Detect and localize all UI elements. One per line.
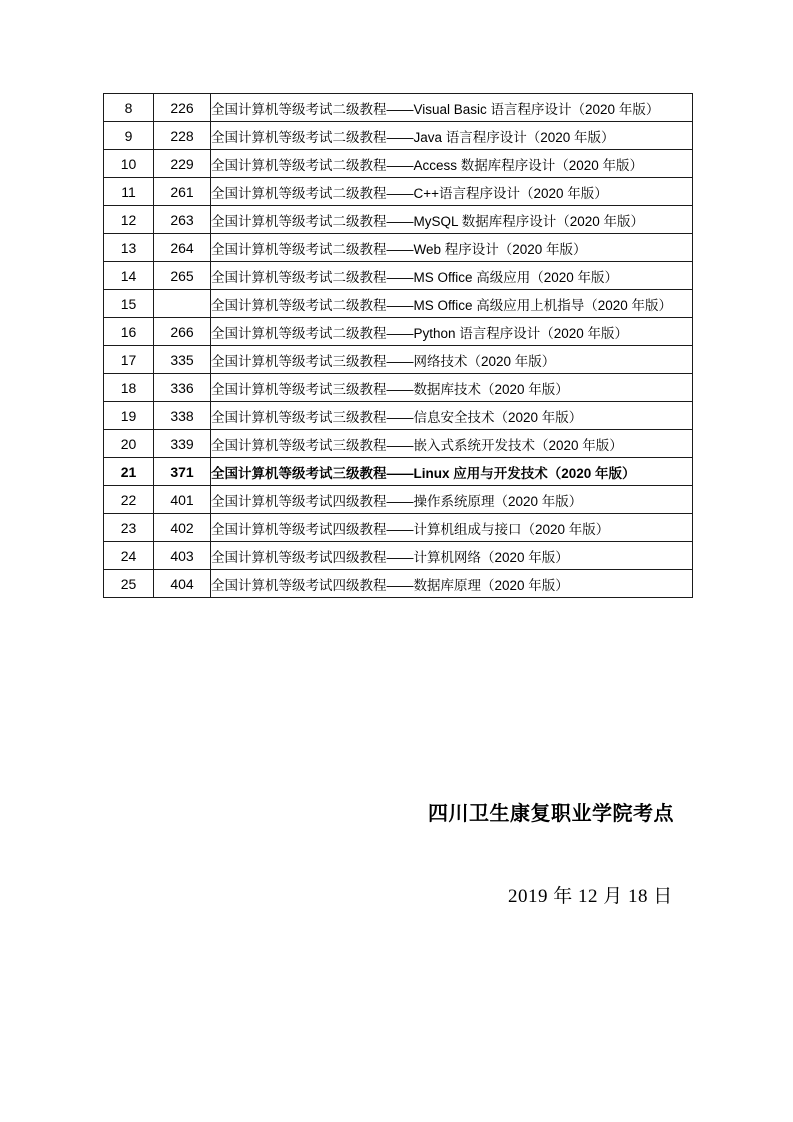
table-row: [104, 458, 693, 486]
row-number: 18: [104, 374, 154, 402]
book-title: 全国计算机等级考试四级教程——计算机网络（2020 年版）: [211, 542, 693, 570]
textbook-table: [103, 93, 693, 598]
book-title: 全国计算机等级考试二级教程——MS Office 高级应用（2020 年版）: [211, 262, 693, 290]
book-title: 全国计算机等级考试三级教程——信息安全技术（2020 年版）: [211, 402, 693, 430]
book-title: 全国计算机等级考试二级教程——Python 语言程序设计（2020 年版）: [211, 318, 693, 346]
book-title: 全国计算机等级考试二级教程——C++语言程序设计（2020 年版）: [211, 178, 693, 206]
table-row: [104, 290, 693, 318]
table-row: [104, 122, 693, 150]
book-code: 264: [154, 234, 211, 262]
row-number: 24: [104, 542, 154, 570]
book-code: 229: [154, 150, 211, 178]
book-title: 全国计算机等级考试二级教程——Web 程序设计（2020 年版）: [211, 234, 693, 262]
row-number: 22: [104, 486, 154, 514]
book-code: 228: [154, 122, 211, 150]
book-code: 403: [154, 542, 211, 570]
book-title: 全国计算机等级考试二级教程——Java 语言程序设计（2020 年版）: [211, 122, 693, 150]
book-title: 全国计算机等级考试二级教程——Visual Basic 语言程序设计（2020 年版）: [211, 94, 693, 122]
book-code: 266: [154, 318, 211, 346]
book-code: 402: [154, 514, 211, 542]
table-row: [104, 402, 693, 430]
table-row: [104, 150, 693, 178]
book-code: 265: [154, 262, 211, 290]
table-row: [104, 542, 693, 570]
book-title: 全国计算机等级考试三级教程——网络技术（2020 年版）: [211, 346, 693, 374]
table-row: [104, 262, 693, 290]
book-title: 全国计算机等级考试二级教程——MS Office 高级应用上机指导（2020 年版）: [211, 290, 693, 318]
row-number: 21: [104, 458, 154, 486]
book-title: 全国计算机等级考试四级教程——数据库原理（2020 年版）: [211, 570, 693, 598]
table-row: [104, 94, 693, 122]
row-number: 16: [104, 318, 154, 346]
book-title: 全国计算机等级考试四级教程——操作系统原理（2020 年版）: [211, 486, 693, 514]
book-code: 339: [154, 430, 211, 458]
row-number: 12: [104, 206, 154, 234]
table-row: [104, 374, 693, 402]
row-number: 10: [104, 150, 154, 178]
row-number: 19: [104, 402, 154, 430]
table-row: [104, 234, 693, 262]
row-number: 20: [104, 430, 154, 458]
row-number: 8: [104, 94, 154, 122]
book-title: 全国计算机等级考试二级教程——Access 数据库程序设计（2020 年版）: [211, 150, 693, 178]
row-number: 14: [104, 262, 154, 290]
exam-site-name: 四川卫生康复职业学院考点: [428, 803, 674, 825]
table-row: [104, 206, 693, 234]
textbook-table-body: [104, 94, 693, 598]
book-code: 261: [154, 178, 211, 206]
table-row: [104, 178, 693, 206]
book-code: 371: [154, 458, 211, 486]
book-code: 336: [154, 374, 211, 402]
row-number: 17: [104, 346, 154, 374]
row-number: 23: [104, 514, 154, 542]
book-code: 226: [154, 94, 211, 122]
table-row: [104, 318, 693, 346]
book-title: 全国计算机等级考试四级教程——计算机组成与接口（2020 年版）: [211, 514, 693, 542]
book-code: [154, 290, 211, 318]
row-number: 9: [104, 122, 154, 150]
book-title: 全国计算机等级考试三级教程——数据库技术（2020 年版）: [211, 374, 693, 402]
document-date: 2019 年 12 月 18 日: [508, 886, 673, 907]
table-row: [104, 346, 693, 374]
row-number: 15: [104, 290, 154, 318]
row-number: 25: [104, 570, 154, 598]
book-code: 401: [154, 486, 211, 514]
book-code: 335: [154, 346, 211, 374]
book-title: 全国计算机等级考试三级教程——嵌入式系统开发技术（2020 年版）: [211, 430, 693, 458]
book-code: 338: [154, 402, 211, 430]
table-row: [104, 570, 693, 598]
table-row: [104, 486, 693, 514]
table-row: [104, 430, 693, 458]
table-row: [104, 514, 693, 542]
row-number: 13: [104, 234, 154, 262]
book-code: 404: [154, 570, 211, 598]
row-number: 11: [104, 178, 154, 206]
book-title: 全国计算机等级考试二级教程——MySQL 数据库程序设计（2020 年版）: [211, 206, 693, 234]
book-code: 263: [154, 206, 211, 234]
book-title: 全国计算机等级考试三级教程——Linux 应用与开发技术（2020 年版）: [211, 458, 693, 486]
